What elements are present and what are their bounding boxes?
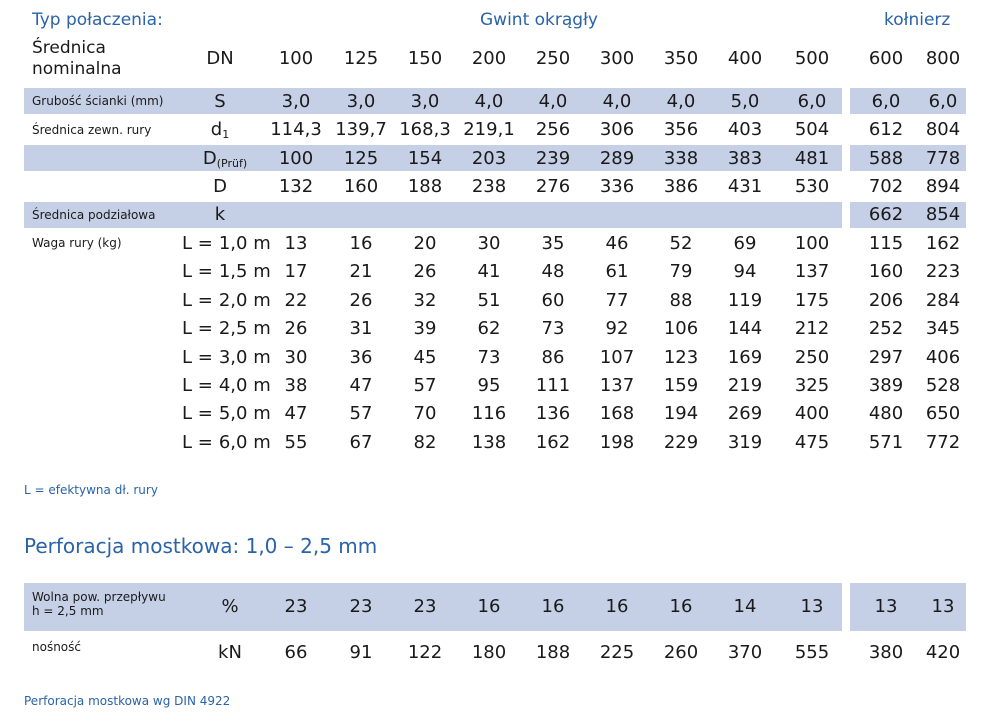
weight-value-cell: 41	[477, 261, 501, 283]
d-pruf-value-cell: 383	[727, 148, 763, 169]
outer-diameter-value-cell: 306	[599, 119, 635, 140]
wall-thickness-label: Grubość ścianki (mm)	[32, 94, 164, 108]
length-value: 3,0 m	[218, 346, 271, 368]
d-value-cell: 530	[794, 176, 830, 197]
d-value-cell: 431	[727, 176, 763, 197]
weight-value-cell: 219	[727, 375, 763, 396]
outer-diameter-value-cell: 168,3	[399, 119, 451, 140]
free-area-label-line2: h = 2,5 mm	[32, 604, 104, 618]
pitch-diameter-value-cell: 854	[925, 204, 961, 225]
weight-value-cell: 297	[868, 346, 904, 368]
weight-value-cell: 31	[349, 318, 373, 340]
outer-diameter-value-cell: 139,7	[335, 119, 387, 140]
weight-value-cell: 325	[794, 375, 830, 396]
weight-value-cell: 48	[541, 261, 565, 283]
free-area-value-cell: 23	[413, 596, 437, 617]
free-area-value-cell: 13	[800, 596, 824, 617]
length-value: 2,0 m	[218, 289, 271, 311]
outer-diameter-value-cell: 256	[535, 119, 571, 140]
outer-diameter-value-cell: 804	[925, 119, 961, 140]
dn-value-cell: 200	[471, 48, 507, 69]
outer-diameter-value-cell: 612	[868, 119, 904, 140]
d-value-cell: 386	[663, 176, 699, 197]
dn-value-cell: 100	[278, 48, 314, 69]
weight-value-cell: 46	[605, 233, 629, 254]
weight-value-cell: 144	[727, 318, 763, 340]
weight-value-cell: 73	[477, 346, 501, 368]
d-pruf-value-cell: 481	[794, 148, 830, 169]
length-prefix: L =	[182, 375, 213, 396]
weight-value-cell: 17	[284, 261, 308, 283]
weight-value-cell: 116	[471, 403, 507, 425]
d-symbol: D	[213, 176, 227, 197]
length-label	[182, 318, 271, 339]
outer-diameter-symbol	[190, 119, 250, 141]
length-value: 1,0 m	[218, 233, 271, 254]
weight-label: Waga rury (kg)	[32, 236, 122, 250]
weight-value-cell: 73	[541, 318, 565, 340]
weight-value-cell: 772	[925, 431, 961, 453]
pitch-diameter-value-cell: 662	[868, 204, 904, 225]
wall-thickness-value-cell: 3,0	[410, 91, 440, 112]
free-area-value-cell: 14	[733, 596, 757, 617]
d-value-cell: 132	[278, 176, 314, 197]
dn-value-cell: 250	[535, 48, 571, 69]
outer-diameter-value-cell: 114,3	[270, 119, 322, 140]
weight-value-cell: 13	[284, 233, 308, 254]
load-value-cell: 188	[535, 642, 571, 663]
wall-thickness-value-cell: 6,0	[797, 91, 827, 112]
weight-value-cell: 26	[284, 318, 308, 340]
free-area-value-cell: 13	[931, 596, 955, 617]
wall-thickness-value-cell: 3,0	[281, 91, 311, 112]
weight-value-cell: 138	[471, 431, 507, 453]
wall-thickness-value-cell: 4,0	[602, 91, 632, 112]
nominal-diameter-label-line1: Średnica	[32, 38, 106, 58]
weight-value-cell: 123	[663, 346, 699, 368]
length-value: 4,0 m	[218, 375, 271, 396]
d-value-cell: 276	[535, 176, 571, 197]
weight-value-cell: 70	[413, 403, 437, 425]
weight-value-cell: 650	[925, 403, 961, 425]
weight-value-cell: 389	[868, 375, 904, 396]
weight-value-cell: 45	[413, 346, 437, 368]
load-value-cell: 122	[407, 642, 443, 663]
weight-value-cell: 61	[605, 261, 629, 283]
weight-value-cell: 168	[599, 403, 635, 425]
weight-value-cell: 106	[663, 318, 699, 340]
load-label: nośność	[32, 640, 81, 654]
length-label	[182, 375, 271, 396]
weight-value-cell: 21	[349, 261, 373, 283]
weight-value-cell: 92	[605, 318, 629, 340]
outer-diameter-value-cell: 356	[663, 119, 699, 140]
length-value: 2,5 m	[218, 318, 271, 340]
weight-value-cell: 57	[413, 375, 437, 396]
d-value-cell: 894	[925, 176, 961, 197]
d-value-cell: 238	[471, 176, 507, 197]
d-pruf-value-cell: 203	[471, 148, 507, 169]
free-area-value-cell: 16	[477, 596, 501, 617]
weight-value-cell: 30	[477, 233, 501, 254]
load-value-cell: 66	[284, 642, 308, 663]
dn-value-cell: 800	[925, 48, 961, 69]
free-area-value-cell: 23	[349, 596, 373, 617]
wall-thickness-value-cell: 3,0	[346, 91, 376, 112]
weight-value-cell: 284	[925, 289, 961, 311]
length-prefix: L =	[182, 318, 213, 340]
length-label	[182, 290, 271, 311]
weight-value-cell: 115	[868, 233, 904, 254]
free-area-value-cell: 13	[874, 596, 898, 617]
d-value-cell: 336	[599, 176, 635, 197]
weight-value-cell: 51	[477, 289, 501, 311]
weight-value-cell: 55	[284, 431, 308, 453]
weight-value-cell: 86	[541, 346, 565, 368]
length-label	[182, 233, 271, 254]
nominal-diameter-label	[32, 38, 122, 80]
perforation-title: Perforacja mostkowa: 1,0 – 2,5 mm	[24, 534, 378, 558]
weight-value-cell: 406	[925, 346, 961, 368]
weight-value-cell: 480	[868, 403, 904, 425]
length-value: 1,5 m	[218, 261, 271, 283]
weight-value-cell: 94	[733, 261, 757, 283]
outer-diameter-symbol-main: d	[210, 119, 223, 140]
d-pruf-value-cell: 289	[599, 148, 635, 169]
length-prefix: L =	[182, 431, 213, 453]
weight-value-cell: 137	[599, 375, 635, 396]
weight-value-cell: 67	[349, 431, 373, 453]
free-area-value-cell: 23	[284, 596, 308, 617]
weight-value-cell: 528	[925, 375, 961, 396]
weight-value-cell: 175	[794, 289, 830, 311]
length-prefix: L =	[182, 233, 213, 254]
flange-label: kołnierz	[884, 10, 951, 30]
wall-thickness-value-cell: 4,0	[666, 91, 696, 112]
weight-value-cell: 194	[663, 403, 699, 425]
free-area-label-line1: Wolna pow. przepływu	[32, 590, 166, 604]
pitch-diameter-label: Średnica podziałowa	[32, 208, 156, 222]
d-pruf-symbol-sub: (Prüf)	[216, 157, 248, 170]
dn-symbol: DN	[206, 48, 234, 69]
weight-value-cell: 22	[284, 289, 308, 311]
length-prefix: L =	[182, 346, 213, 368]
load-value-cell: 91	[349, 642, 373, 663]
connection-type-label: Typ połaczenia:	[32, 10, 163, 30]
weight-value-cell: 198	[599, 431, 635, 453]
length-value: 5,0 m	[218, 403, 271, 425]
weight-value-cell: 20	[413, 233, 437, 254]
weight-value-cell: 26	[413, 261, 437, 283]
nominal-diameter-label-line2: nominalna	[32, 59, 122, 79]
free-area-label	[32, 590, 166, 618]
d-pruf-value-cell: 338	[663, 148, 699, 169]
free-area-value-cell: 16	[605, 596, 629, 617]
wall-thickness-value-cell: 4,0	[474, 91, 504, 112]
weight-value-cell: 111	[535, 375, 571, 396]
load-value-cell: 555	[794, 642, 830, 663]
free-area-unit: %	[221, 596, 239, 617]
outer-diameter-value-cell: 504	[794, 119, 830, 140]
weight-value-cell: 100	[794, 233, 830, 254]
d-pruf-value-cell: 125	[343, 148, 379, 169]
weight-value-cell: 26	[349, 289, 373, 311]
dn-value-cell: 400	[727, 48, 763, 69]
length-label	[182, 261, 271, 282]
weight-value-cell: 169	[727, 346, 763, 368]
dn-value-cell: 350	[663, 48, 699, 69]
load-value-cell: 380	[868, 642, 904, 663]
weight-value-cell: 36	[349, 346, 373, 368]
load-value-cell: 225	[599, 642, 635, 663]
length-prefix: L =	[182, 289, 213, 311]
weight-value-cell: 119	[727, 289, 763, 311]
d-value-cell: 160	[343, 176, 379, 197]
outer-diameter-label: Średnica zewn. rury	[32, 123, 152, 137]
load-value-cell: 420	[925, 642, 961, 663]
free-area-value-cell: 16	[541, 596, 565, 617]
wall-thickness-symbol: S	[214, 91, 226, 112]
d-value-cell: 702	[868, 176, 904, 197]
weight-value-cell: 47	[349, 375, 373, 396]
length-value: 6,0 m	[218, 431, 271, 453]
weight-value-cell: 400	[794, 403, 830, 425]
outer-diameter-value-cell: 219,1	[463, 119, 515, 140]
weight-value-cell: 159	[663, 375, 699, 396]
outer-diameter-value-cell: 403	[727, 119, 763, 140]
d-pruf-value-cell: 778	[925, 148, 961, 169]
length-label	[182, 432, 271, 453]
length-label	[182, 347, 271, 368]
weight-value-cell: 60	[541, 289, 565, 311]
d-pruf-symbol-main: D	[202, 148, 217, 169]
weight-value-cell: 269	[727, 403, 763, 425]
wall-thickness-value-cell: 6,0	[871, 91, 901, 112]
dn-value-cell: 500	[794, 48, 830, 69]
weight-value-cell: 38	[284, 375, 308, 396]
weight-value-cell: 35	[541, 233, 565, 254]
weight-value-cell: 162	[535, 431, 571, 453]
weight-value-cell: 88	[669, 289, 693, 311]
weight-value-cell: 162	[925, 233, 961, 254]
load-value-cell: 370	[727, 642, 763, 663]
perforation-footnote: Perforacja mostkowa wg DIN 4922	[24, 694, 231, 708]
weight-value-cell: 95	[477, 375, 501, 396]
weight-value-cell: 69	[733, 233, 757, 254]
weight-value-cell: 475	[794, 431, 830, 453]
length-prefix: L =	[182, 403, 213, 425]
wall-thickness-value-cell: 4,0	[538, 91, 568, 112]
pitch-diameter-symbol: k	[214, 204, 226, 225]
length-label	[182, 403, 271, 424]
thread-type-label: Gwint okrągły	[480, 10, 598, 30]
d-pruf-symbol	[190, 148, 260, 170]
weight-value-cell: 250	[794, 346, 830, 368]
dn-value-cell: 150	[407, 48, 443, 69]
weight-value-cell: 77	[605, 289, 629, 311]
weight-value-cell: 229	[663, 431, 699, 453]
load-unit: kN	[218, 642, 242, 663]
weight-value-cell: 206	[868, 289, 904, 311]
weight-value-cell: 39	[413, 318, 437, 340]
weight-value-cell: 30	[284, 346, 308, 368]
weight-value-cell: 32	[413, 289, 437, 311]
d-value-cell: 188	[407, 176, 443, 197]
weight-value-cell: 47	[284, 403, 308, 425]
dn-value-cell: 300	[599, 48, 635, 69]
d-pruf-value-cell: 154	[407, 148, 443, 169]
weight-value-cell: 62	[477, 318, 501, 340]
weight-value-cell: 137	[794, 261, 830, 283]
length-prefix: L =	[182, 261, 213, 283]
outer-diameter-symbol-sub: 1	[222, 128, 230, 141]
weight-value-cell: 223	[925, 261, 961, 283]
weight-value-cell: 82	[413, 431, 437, 453]
weight-value-cell: 16	[349, 233, 373, 254]
load-value-cell: 180	[471, 642, 507, 663]
weight-value-cell: 319	[727, 431, 763, 453]
dn-value-cell: 600	[868, 48, 904, 69]
weight-value-cell: 79	[669, 261, 693, 283]
weight-value-cell: 52	[669, 233, 693, 254]
wall-thickness-value-cell: 5,0	[730, 91, 760, 112]
free-area-value-cell: 16	[669, 596, 693, 617]
d-pruf-value-cell: 588	[868, 148, 904, 169]
weight-value-cell: 57	[349, 403, 373, 425]
weight-value-cell: 160	[868, 261, 904, 283]
load-value-cell: 260	[663, 642, 699, 663]
weight-value-cell: 107	[599, 346, 635, 368]
weight-value-cell: 252	[868, 318, 904, 340]
weight-value-cell: 212	[794, 318, 830, 340]
wall-thickness-value-cell: 6,0	[928, 91, 958, 112]
weight-value-cell: 345	[925, 318, 961, 340]
weight-value-cell: 136	[535, 403, 571, 425]
weight-value-cell: 571	[868, 431, 904, 453]
d-pruf-value-cell: 239	[535, 148, 571, 169]
dn-value-cell: 125	[343, 48, 379, 69]
d-pruf-value-cell: 100	[278, 148, 314, 169]
length-footnote: L = efektywna dł. rury	[24, 483, 158, 497]
